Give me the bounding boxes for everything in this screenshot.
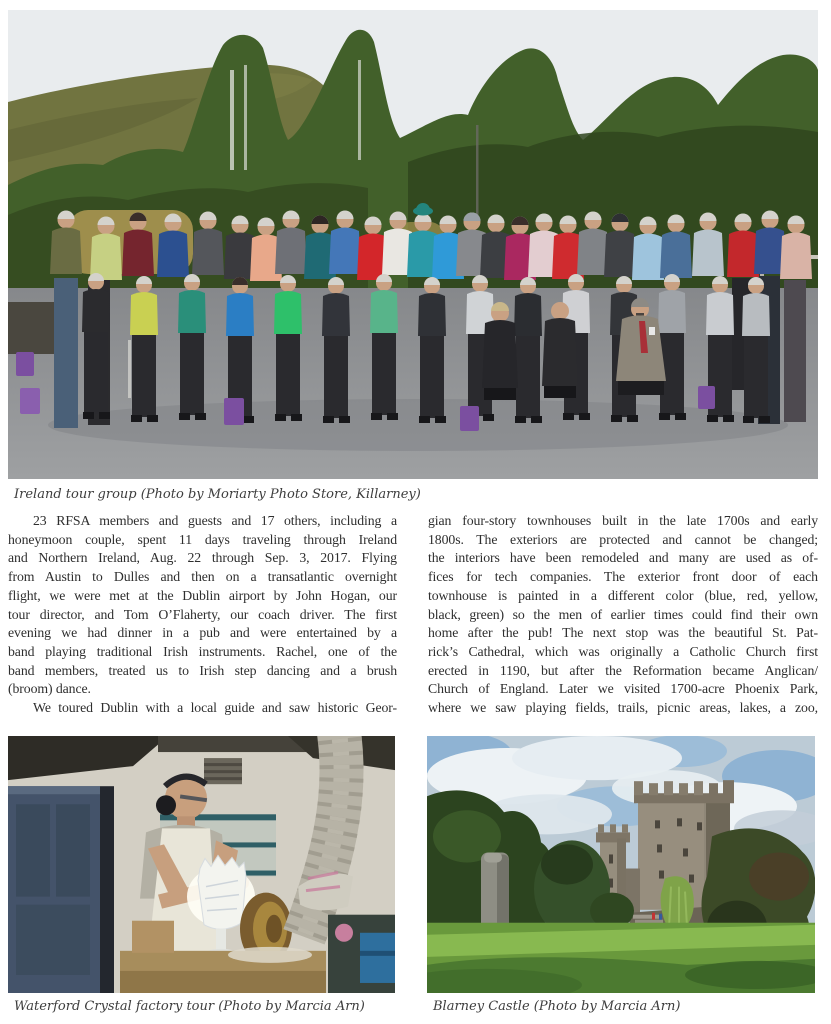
blarney-castle-photo (427, 736, 815, 993)
castle-photo-scene (427, 736, 815, 993)
factory-photo-scene (8, 736, 395, 993)
blue-cabinet (8, 786, 114, 993)
paragraph-3: gian four-story townhouses built in the late 1700s and early 1800s. The exteriors are protected and cannot be changed; the interiors have been remodeled and many are used as of- fices for tech companies. The exterior front door of each townhouse is painted in a different color (blue, red, yellow, black, green) so the men of earlier times could find their own home after the pub! The next stop was the beautiful St. Pat- rick’s Cathedral, which was originally a Catholic Church first erected in 1190, but after the Reformation became Anglican/ Church of England. Later we visited 1700-acre Phoenix Park, where we saw playing fields, trails, picnic areas, lakes, a zoo, (428, 513, 818, 716)
seated-row (82, 273, 770, 423)
group-photo-caption: Ireland tour group (Photo by Moriarty Photo Store, Killarney) (14, 487, 421, 502)
factory-photo-caption: Waterford Crystal factory tour (Photo by Marcia Arn) (14, 999, 365, 1014)
lawn (427, 923, 815, 993)
paragraph-2: We toured Dublin with a local guide and saw historic Geor- (33, 700, 397, 716)
group-photo-scene (8, 10, 818, 479)
article-column-left (8, 512, 397, 718)
castle-photo-caption: Blarney Castle (Photo by Marcia Arn) (433, 999, 681, 1014)
ireland-tour-group-photo (8, 10, 818, 479)
article-body (8, 512, 818, 718)
article-column-right (428, 512, 818, 718)
paragraph-1: 23 RFSA members and guests and 17 others, including a honeymoon couple, spent 11 days traveling through Ireland and Northern Ireland, Aug. 22 through Sep. 3, 2017. Flying from Austin to Dulles and then on a transatlantic overnight flight, we were met at the Dublin airport by John Hogan, our tour director, and Tom O’Flaherty, our coach driver. The first evening we had dinner in a pub and were entertained by a band playing traditional Irish instruments. Rachel, one of the band members, treated us to Irish step dancing and a brush (broom) dance. (8, 513, 397, 697)
waterford-factory-photo (8, 736, 395, 993)
